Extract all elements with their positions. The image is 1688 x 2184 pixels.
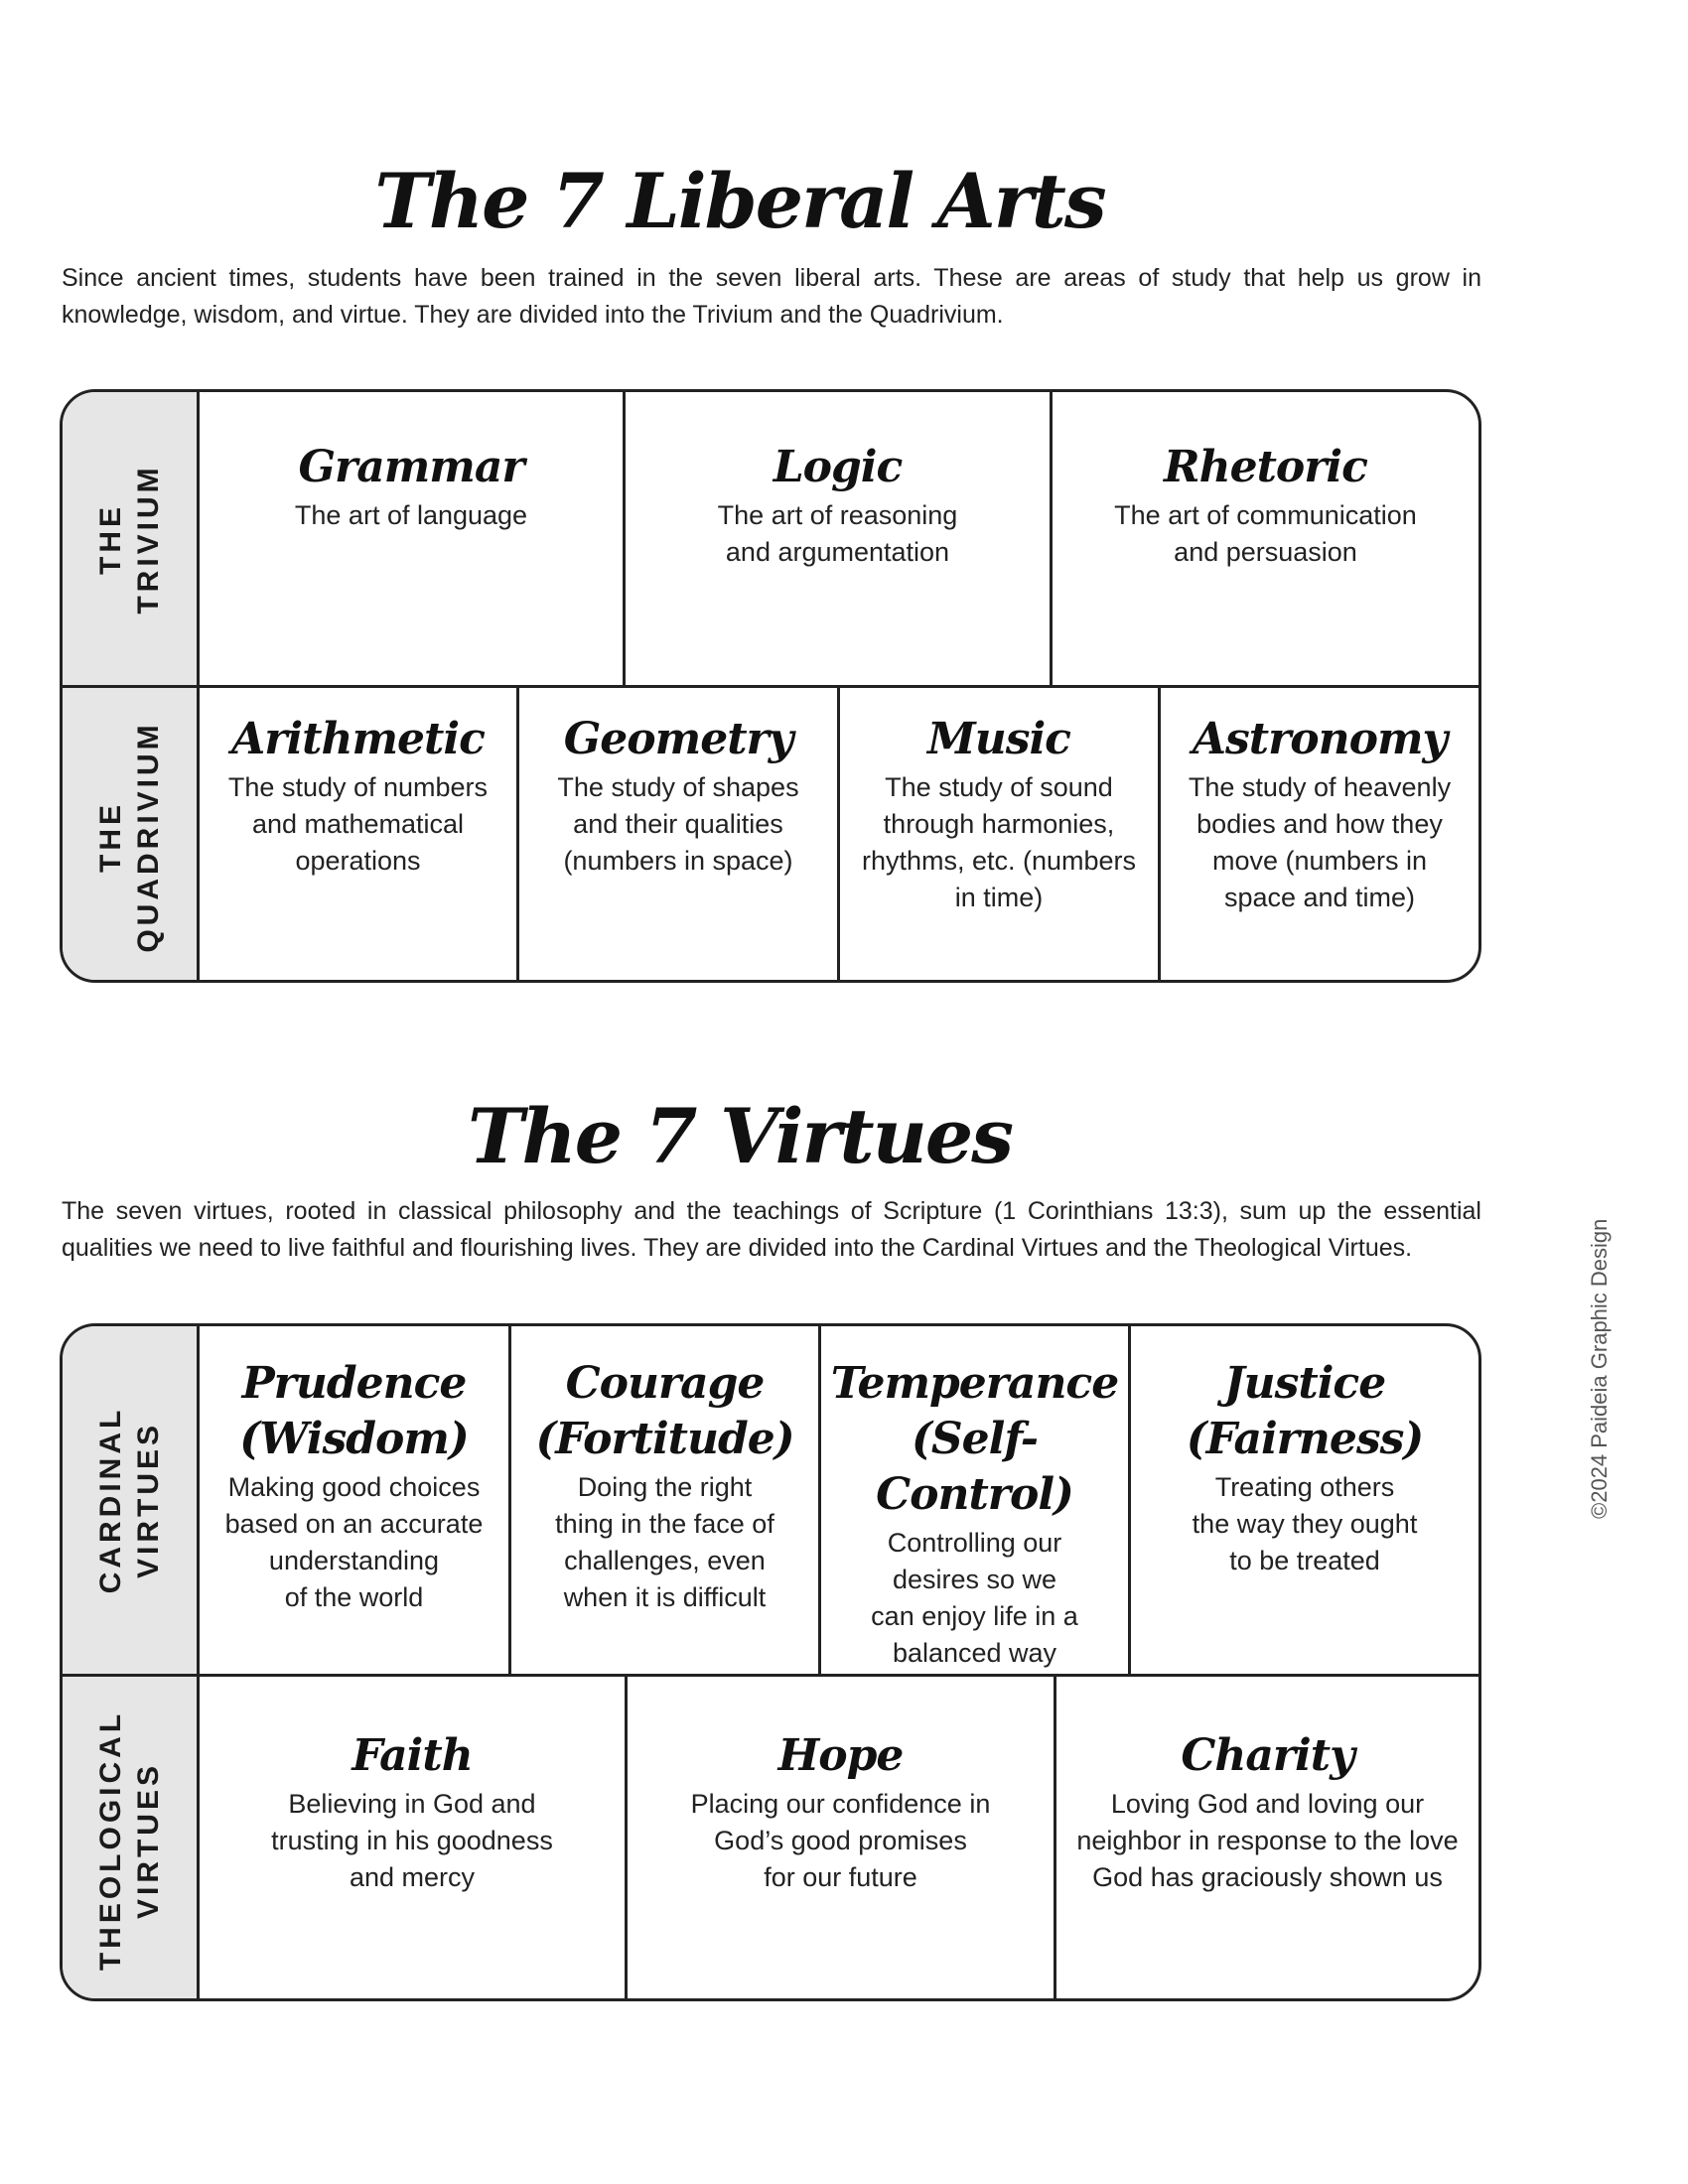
courage-cell xyxy=(511,1356,818,1616)
prudence-title: Prudence xyxy=(241,1358,467,1409)
temperance-alt-title: (Self-Control) xyxy=(876,1414,1073,1520)
virtues-table xyxy=(60,1323,1481,2001)
music-cell xyxy=(840,712,1158,916)
music-title: Music xyxy=(927,714,1070,764)
justice-title: Justice xyxy=(1223,1358,1386,1409)
copyright-text: ©2024 Paideia Graphic Design xyxy=(1587,1218,1612,1519)
cardinal-band xyxy=(63,1326,200,1674)
geometry-cell xyxy=(519,712,837,880)
courage-desc: Doing the right thing in the face of challenges, even when it is difficult xyxy=(555,1472,774,1612)
rhetoric-cell xyxy=(1053,440,1478,571)
courage-title: Courage xyxy=(565,1358,765,1409)
temperance-desc: Controlling our desires so we can enjoy life in a balanced way xyxy=(871,1528,1078,1668)
temperance-cell xyxy=(821,1356,1128,1672)
hope-desc: Placing our confidence in God’s good promises for our future xyxy=(690,1789,991,1892)
theological-label: THEOLOGICAL VIRTUES xyxy=(93,1709,165,1972)
cardinal-label: CARDINAL VIRTUES xyxy=(93,1406,165,1594)
liberal-arts-intro: Since ancient times, students have been trained in the seven liberal arts. These are areas of study that help us grow in knowledge, wisdom, and virtue. They are divided into the Trivium and the Quadrivium. xyxy=(62,264,1481,329)
justice-cell xyxy=(1131,1356,1478,1579)
astronomy-title: Astronomy xyxy=(1192,714,1448,764)
grammar-title: Grammar xyxy=(298,442,524,492)
courage-alt-title: (Fortitude) xyxy=(535,1414,794,1464)
prudence-desc: Making good choices based on an accurate understanding of the world xyxy=(224,1472,484,1612)
astronomy-cell xyxy=(1161,712,1478,916)
row-divider xyxy=(63,1674,1478,1677)
geometry-title: Geometry xyxy=(563,714,793,764)
hope-title: Hope xyxy=(777,1730,904,1781)
justice-alt-title: (Fairness) xyxy=(1186,1414,1424,1464)
trivium-band xyxy=(63,392,200,685)
rhetoric-desc: The art of communication and persuasion xyxy=(1114,500,1417,567)
trivium-label: THE TRIVIUM xyxy=(93,463,165,614)
faith-desc: Believing in God and trusting in his goodness and mercy xyxy=(271,1789,553,1892)
temperance-title: Temperance xyxy=(830,1358,1119,1409)
quadrivium-label: THE QUADRIVIUM xyxy=(93,721,165,953)
charity-cell xyxy=(1056,1728,1478,1896)
charity-title: Charity xyxy=(1181,1730,1354,1781)
charity-desc: Loving God and loving our neighbor in response to the love God has graciously shown us xyxy=(1076,1789,1459,1892)
arithmetic-title: Arithmetic xyxy=(231,714,485,764)
row-divider xyxy=(63,685,1478,688)
grammar-cell xyxy=(200,440,623,534)
prudence-cell xyxy=(200,1356,508,1616)
faith-cell xyxy=(200,1728,625,1896)
virtues-intro: The seven virtues, rooted in classical philosophy and the teachings of Scripture (1 Corinthians 13:3), sum up the essential qualities we need to live faithful and flourishing lives. They are divided into the Cardinal Virtues and the Theological Virtues. xyxy=(62,1197,1481,1262)
quadrivium-band xyxy=(63,688,200,983)
liberal-arts-title: The 7 Liberal Arts xyxy=(374,157,1105,245)
arithmetic-desc: The study of numbers and mathematical operations xyxy=(227,772,489,876)
faith-title: Faith xyxy=(352,1730,473,1781)
rhetoric-title: Rhetoric xyxy=(1164,442,1367,492)
hope-cell xyxy=(628,1728,1054,1896)
prudence-alt-title: (Wisdom) xyxy=(239,1414,469,1464)
grammar-desc: The art of language xyxy=(294,500,528,530)
virtues-title: The 7 Virtues xyxy=(467,1092,1012,1180)
logic-desc: The art of reasoning and argumentation xyxy=(717,500,958,567)
music-desc: The study of sound through harmonies, rhythms, etc. (numbers in time) xyxy=(861,772,1137,912)
astronomy-desc: The study of heavenly bodies and how they move (numbers in space and time) xyxy=(1188,772,1452,912)
geometry-desc: The study of shapes and their qualities (numbers in space) xyxy=(557,772,799,876)
arithmetic-cell xyxy=(200,712,516,880)
liberal-arts-table xyxy=(60,389,1481,983)
logic-title: Logic xyxy=(773,442,903,492)
logic-cell xyxy=(626,440,1050,571)
theological-band xyxy=(63,1677,200,2001)
justice-desc: Treating others the way they ought to be treated xyxy=(1192,1472,1418,1575)
